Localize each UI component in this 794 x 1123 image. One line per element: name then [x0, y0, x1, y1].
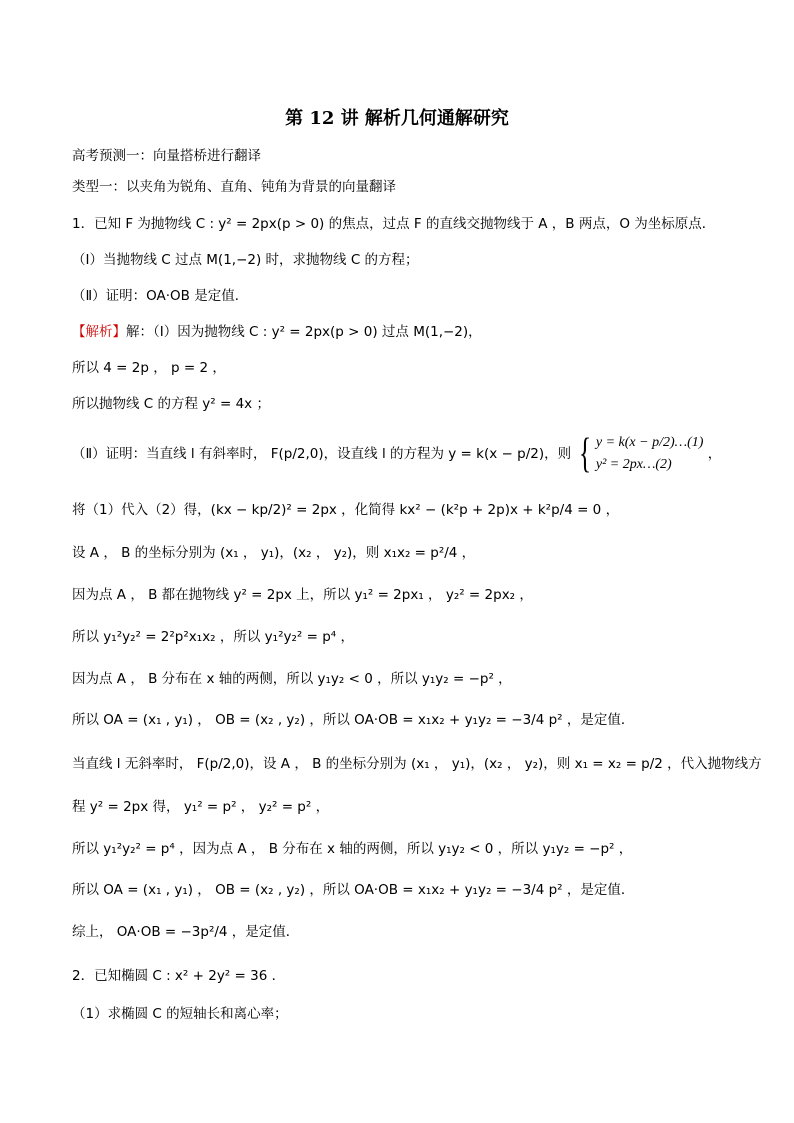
solution-line-with-system	[72, 432, 721, 476]
problem-1-statement: 1．已知 F 为抛物线 C : y² = 2px(p > 0) 的焦点，过点 F 的直线交抛物线于 A ，B 两点，O 为坐标原点．	[72, 216, 716, 232]
system-equation-2: y² = 2px…(2)	[595, 457, 672, 472]
problem-2-statement: 2．已知椭圆 C : x² + 2y² = 36 ．	[72, 968, 286, 984]
solution-line: 设 A ， B 的坐标分别为 (x₁ ， y₁)，(x₂ ， y₂)，则 x₁x₂ = p²/4 ，	[72, 545, 476, 561]
problem-1-part-1: （Ⅰ）当抛物线 C 过点 M(1,−2) 时，求抛物线 C 的方程；	[72, 252, 419, 268]
page-title: 第 12 讲 解析几何通解研究	[285, 108, 509, 129]
solution-line: 所以 y₁²y₂² = p⁴ ，因为点 A ， B 分布在 x 轴的两侧，所以 y₁y₂ < 0 ，所以 y₁y₂ = −p² ，	[72, 841, 633, 857]
solution-start	[72, 322, 482, 342]
solution-line: 解：（Ⅰ）因为抛物线 C : y² = 2px(p > 0) 过点 M(1,−2)，	[126, 324, 482, 340]
section-heading: 高考预测一：向量搭桥进行翻译	[72, 148, 261, 164]
solution-line: 所以 OA = (x₁ , y₁) ， OB = (x₂ , y₂) ，所以 OA·OB = x₁x₂ + y₁y₂ = −3/4 p² ，是定值．	[72, 882, 635, 898]
problem-2-part-1: （1）求椭圆 C 的短轴长和离心率；	[72, 1006, 288, 1022]
subsection-heading: 类型一：以夹角为锐角、直角、钝角为背景的向量翻译	[72, 179, 396, 195]
problem-1-part-2: （Ⅱ）证明：OA·OB 是定值．	[72, 288, 249, 304]
analysis-tag: 【解析】	[72, 324, 126, 340]
solution-line: 将（1）代入（2）得，(kx − kp/2)² = 2px ，化简得 kx² − (k²p + 2p)x + k²p/4 = 0 ，	[72, 502, 620, 518]
solution-line: 所以 OA = (x₁ , y₁) ， OB = (x₂ , y₂) ，所以 OA·OB = x₁x₂ + y₁y₂ = −3/4 p² ，是定值．	[72, 712, 635, 728]
solution-conclusion: 综上， OA·OB = −3p²/4 ，是定值．	[72, 924, 300, 940]
solution-line: 因为点 A ， B 都在抛物线 y² = 2px 上，所以 y₁² = 2px₁ ， y₂² = 2px₂ ，	[72, 587, 533, 603]
punctuation: ，	[707, 446, 722, 462]
solution-line: （Ⅱ）证明：当直线 l 有斜率时， F(p/2,0)，设直线 l 的方程为 y = k(x − p/2)，则	[72, 446, 572, 462]
solution-line: 所以 y₁²y₂² = 2²p²x₁x₂ ，所以 y₁²y₂² = p⁴ ，	[72, 629, 354, 645]
solution-line: 因为点 A ， B 分布在 x 轴的两侧，所以 y₁y₂ < 0 ，所以 y₁y₂ = −p² ，	[72, 671, 512, 687]
system-equation-1: y = k(x − p/2)…(1)	[595, 435, 704, 450]
solution-line: 所以 4 = 2p ， p = 2 ，	[72, 360, 226, 376]
solution-line: 当直线 l 无斜率时， F(p/2,0)，设 A ， B 的坐标分别为 (x₁ ， y₁)，(x₂ ， y₂)，则 x₁ = x₂ = p/2 ，代入抛物线方	[72, 756, 762, 772]
solution-line: 所以抛物线 C 的方程 y² = 4x ；	[72, 396, 270, 412]
brace-symbol: {	[579, 431, 592, 477]
solution-line: 程 y² = 2px 得， y₁² = p² ， y₂² = p² ，	[72, 799, 330, 815]
equation-system	[596, 432, 704, 476]
